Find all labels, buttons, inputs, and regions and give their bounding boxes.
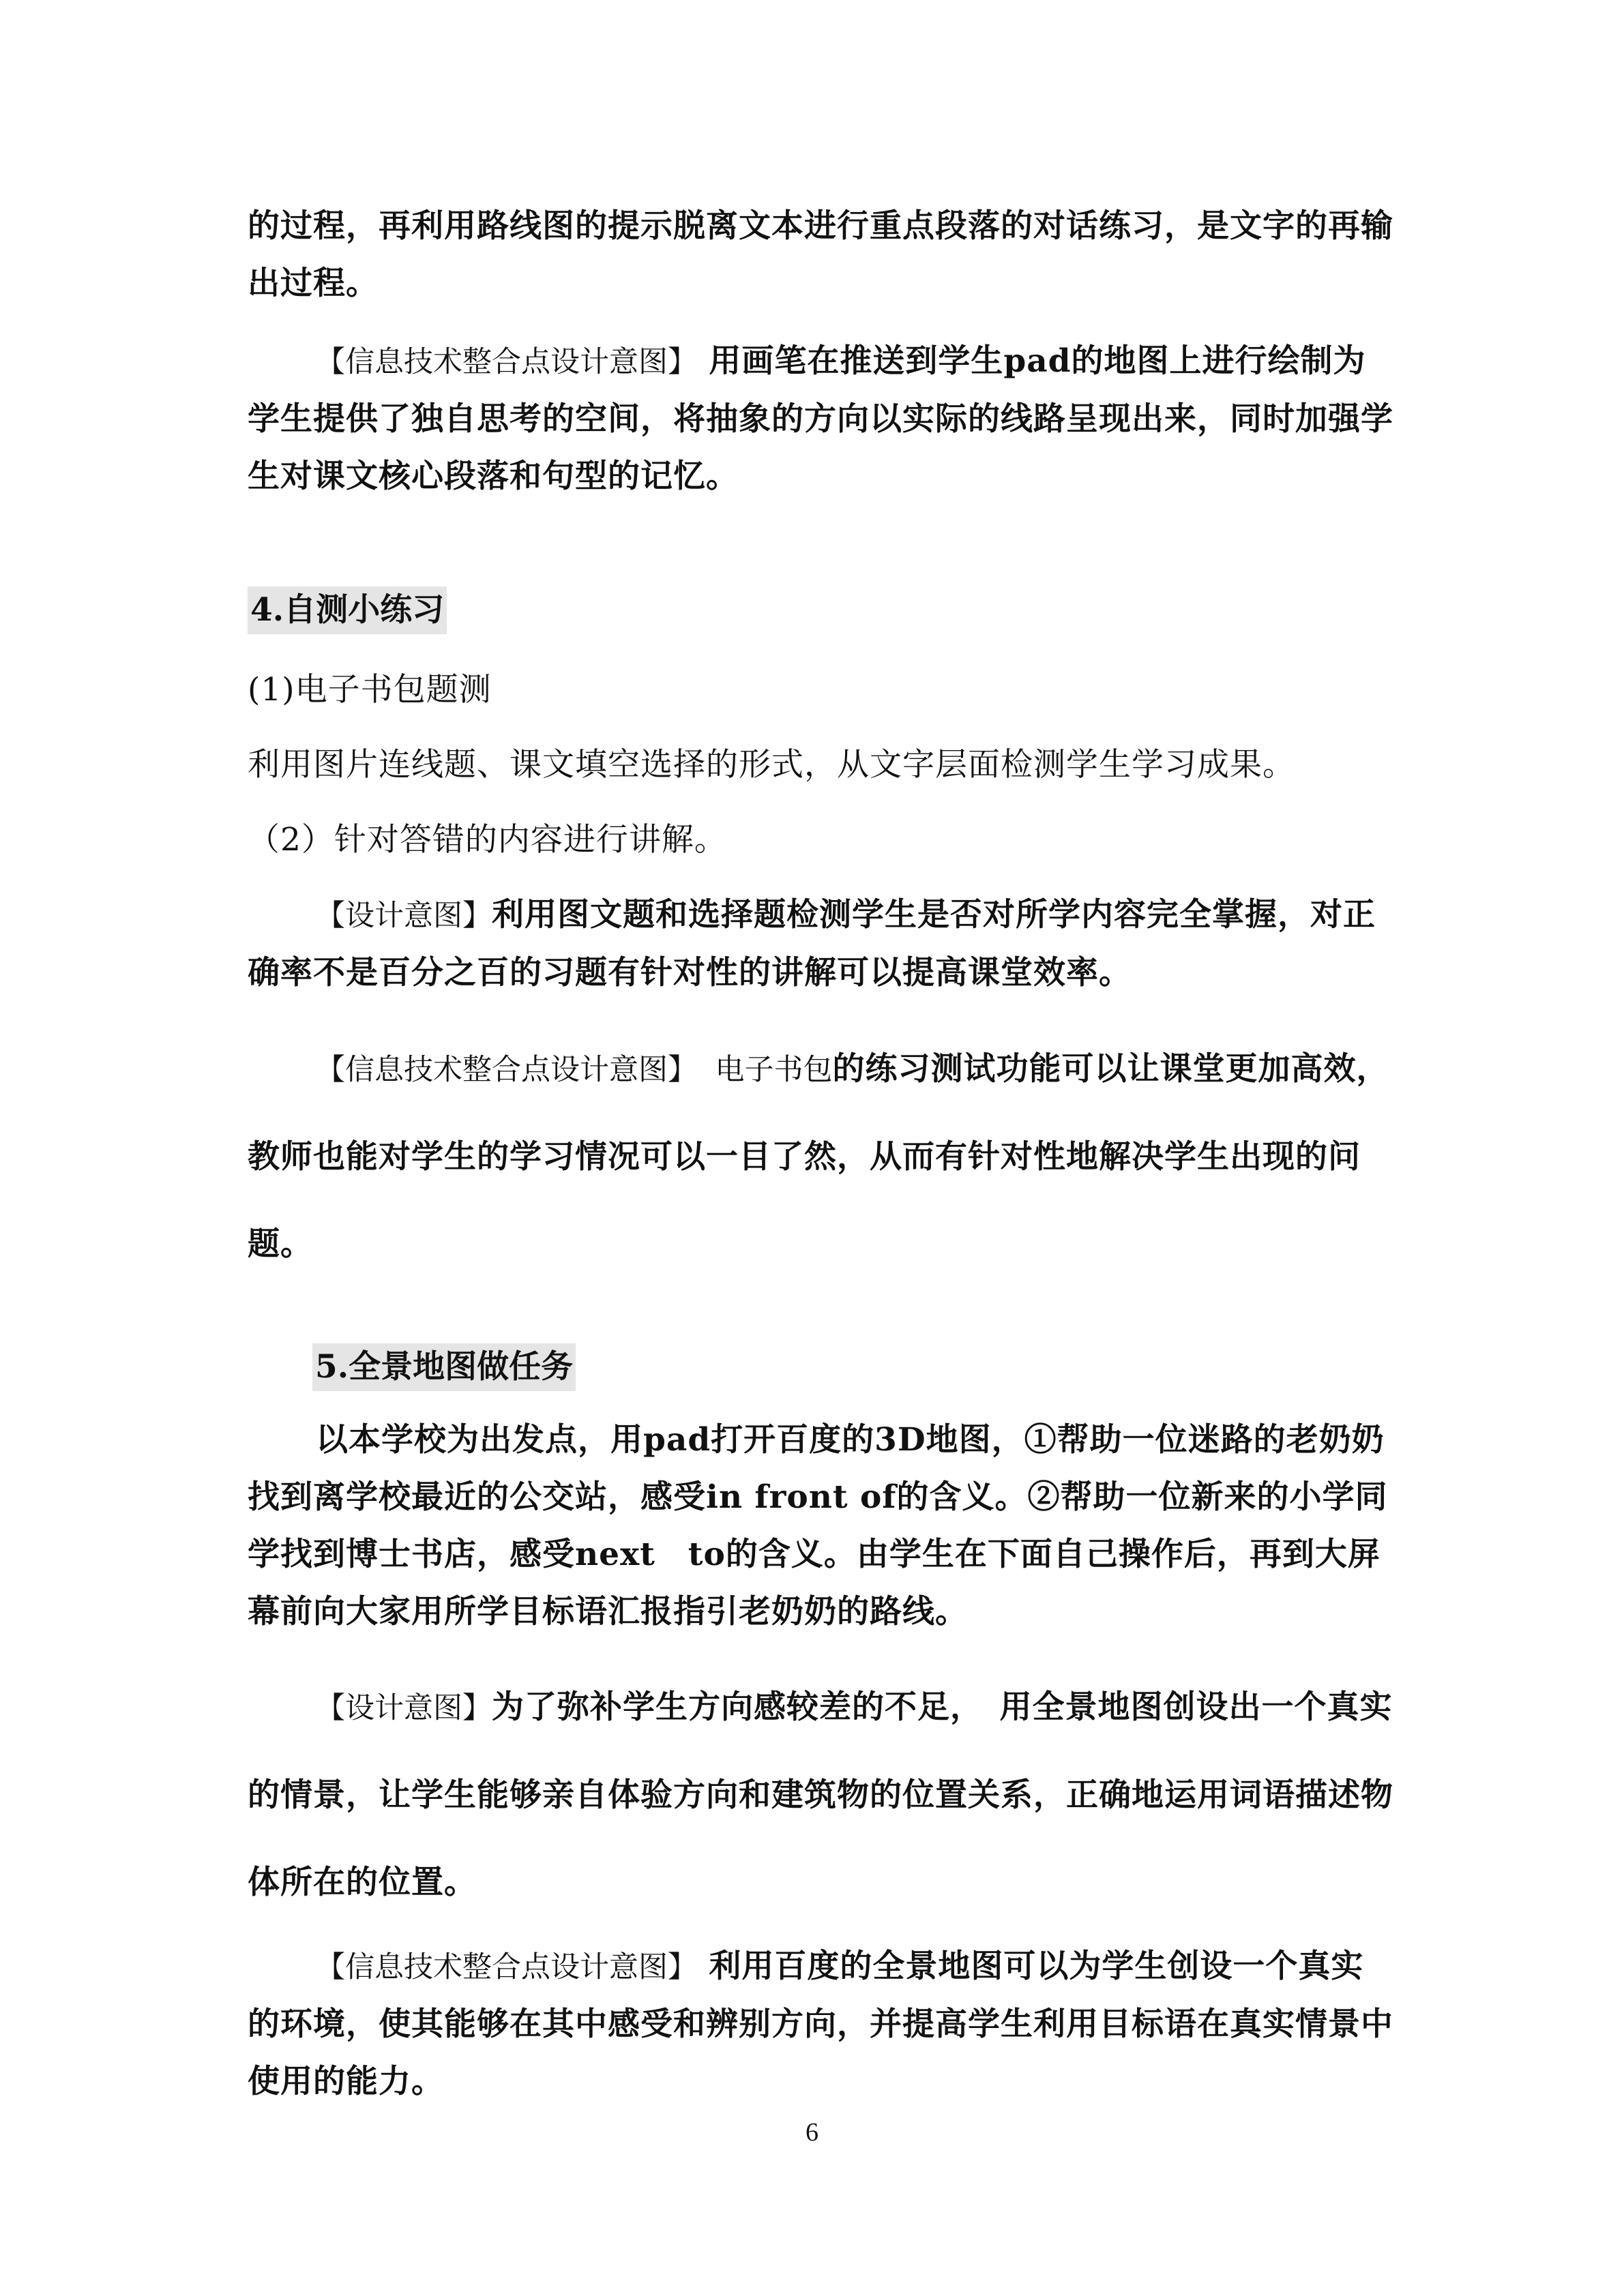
paragraph-design-intent-1 — [248, 886, 1393, 1002]
paragraph-map-task: 以本学校为出发点，用pad打开百度的3D地图，①帮助一位迷路的老奶奶找到离学校最近的公交站，感受in front of的含义。②帮助一位新来的小学同学找到博士书店，感受next to的含义。由学生在下面自己操作后，再到大屏幕前向大家用所学目标语汇报指引老奶奶的路线。 — [248, 1421, 1388, 1630]
paragraph-design-intent-2 — [248, 1664, 1393, 1926]
design-intent-tag: 【设计意图】 — [316, 1691, 492, 1725]
paragraph-text: 利用百度的全景地图可以为学生创设一个真实的环境，使其能够在其中感受和辨别方向，并提高学生利用目标语在真实情景中使用的能力。 — [248, 1948, 1393, 2100]
paragraph-it-intent-2 — [248, 1026, 1393, 1288]
it-intent-tag: 【信息技术整合点设计意图】 — [316, 345, 697, 379]
section-heading-5: 5.全景地图做任务 — [312, 1343, 576, 1391]
subheading-1: (1)电子书包题测 — [248, 671, 492, 709]
paragraph-it-intent-1 — [248, 333, 1393, 505]
paragraph-exercise-format: 利用图片连线题、课文填空选择的形式，从文字层面检测学生学习成果。 — [248, 746, 1295, 784]
paragraph-text: 利用图文题和选择题检测学生是否对所学内容完全掌握，对正确率不是百分之百的习题有针对性的讲解可以提高课堂效率。 — [248, 896, 1376, 992]
it-intent-tag: 【信息技术整合点设计意图】 — [316, 1950, 697, 1984]
ebook-tag: 电子书包 — [715, 1053, 833, 1087]
it-intent-tag: 【信息技术整合点设计意图】 — [316, 1053, 683, 1087]
subheading-2: （2）针对答错的内容进行讲解。 — [248, 821, 727, 859]
design-intent-tag: 【设计意图】 — [316, 899, 492, 933]
paragraph-text: 为了弥补学生方向感较差的不足， 用全景地图创设出一个真实的情景，让学生能够亲自体验方向和建筑物的位置关系，正确地运用词语描述物体所在的位置。 — [248, 1688, 1393, 1901]
paragraph-text: 的练习测试功能可以让课堂更加高效，教师也能对学生的学习情况可以一目了然，从而有针对性地解决学生出现的问题。 — [248, 1050, 1389, 1263]
page-number: 6 — [806, 2118, 818, 2147]
paragraph-it-intent-3 — [248, 1938, 1393, 2111]
paragraph-text: 用画笔在推送到学生pad的地图上进行绘制为学生提供了独自思考的空间，将抽象的方向以实际的线路呈现出来，同时加强学生对课文核心段落和句型的记忆。 — [248, 342, 1393, 495]
paragraph-continuation: 的过程，再利用路线图的提示脱离文本进行重点段落的对话练习，是文字的再输出过程。 — [248, 207, 1393, 302]
section-heading-4: 4.自测小练习 — [248, 586, 447, 634]
